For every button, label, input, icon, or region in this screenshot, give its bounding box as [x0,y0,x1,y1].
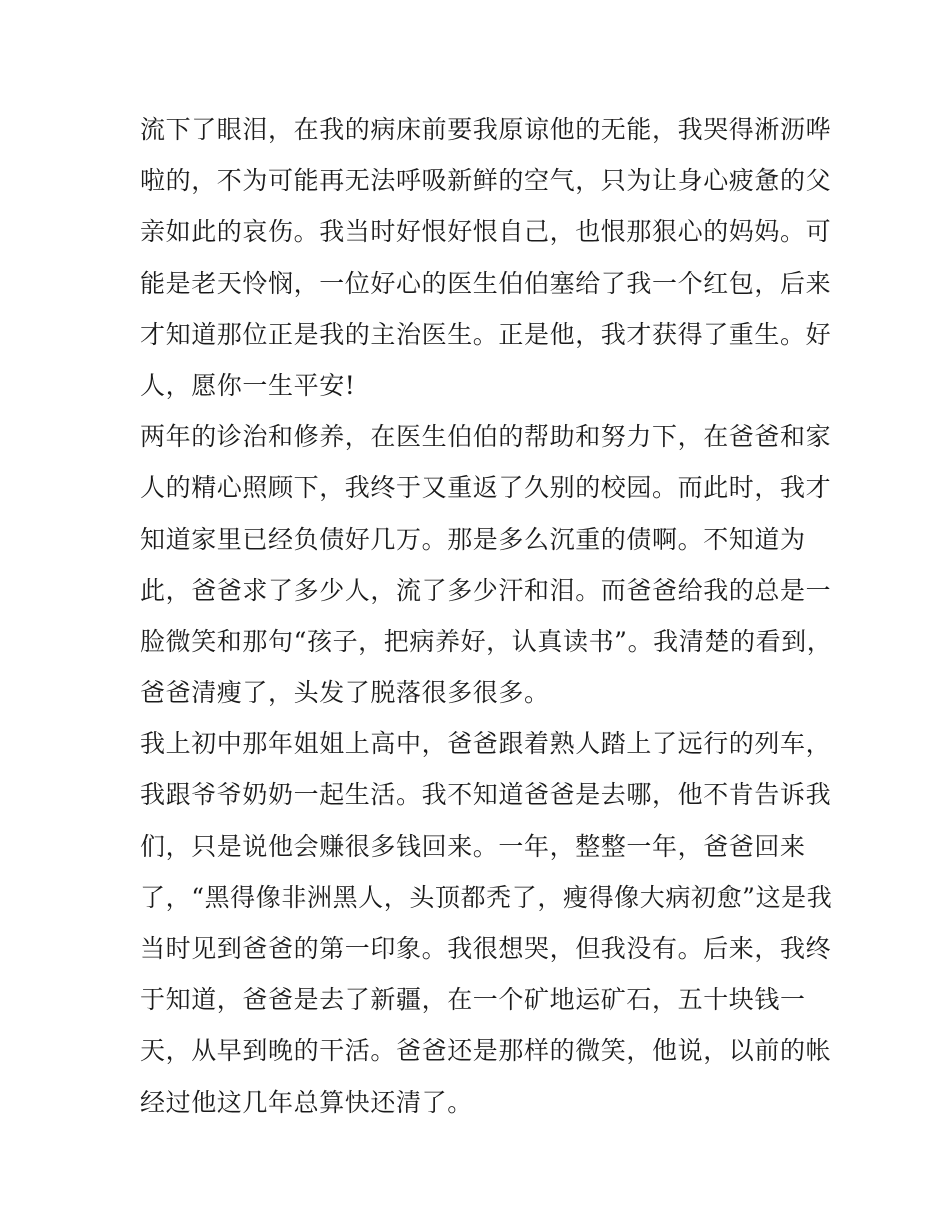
text-line: 啦的，不为可能再无法呼吸新鲜的空气，只为让身心疲惫的父 [140,166,832,196]
text-line: 人，愿你一生平安! [140,370,356,400]
text-line: 知道家里已经负债好几万。那是多么沉重的债啊。不知道为 [140,524,806,554]
text-line: 亲如此的哀伤。我当时好恨好恨自己，也恨那狠心的妈妈。可 [140,217,832,247]
text-line: 人的精心照顾下，我终于又重返了久别的校园。而此时，我才 [140,473,832,503]
text-line: 能是老天怜悯，一位好心的医生伯伯塞给了我一个红包，后来 [140,268,832,298]
text-line: 了，“黑得像非洲黑人，头顶都秃了，瘦得像大病初愈”这是我 [140,882,833,912]
text-line: 于知道，爸爸是去了新疆，在一个矿地运矿石，五十块钱一 [140,985,806,1015]
text-line: 此，爸爸求了多少人，流了多少汗和泪。而爸爸给我的总是一 [140,575,832,605]
text-line: 才知道那位正是我的主治医生。正是他，我才获得了重生。好 [140,319,832,349]
text-line: 们，只是说他会赚很多钱回来。一年，整整一年，爸爸回来 [140,831,806,861]
text-line: 脸微笑和那句“孩子，把病养好，认真读书”。我清楚的看到， [140,626,833,656]
text-line: 两年的诊治和修养，在医生伯伯的帮助和努力下，在爸爸和家 [140,422,832,452]
text-line: 天，从早到晚的干活。爸爸还是那样的微笑，他说，以前的帐 [140,1036,832,1066]
text-line: 爸爸清瘦了，头发了脱落很多很多。 [140,678,550,708]
text-line: 我跟爷爷奶奶一起生活。我不知道爸爸是去哪，他不肯告诉我 [140,780,832,810]
text-line: 当时见到爸爸的第一印象。我很想哭，但我没有。后来，我终 [140,934,832,963]
text-line: 经过他这几年总算快还清了。 [140,1087,473,1117]
text-line: 我上初中那年姐姐上高中，爸爸跟着熟人踏上了远行的列车， [140,729,832,759]
text-line: 流下了眼泪，在我的病床前要我原谅他的无能，我哭得淅沥哗 [140,115,832,144]
body-text [140,104,833,1128]
